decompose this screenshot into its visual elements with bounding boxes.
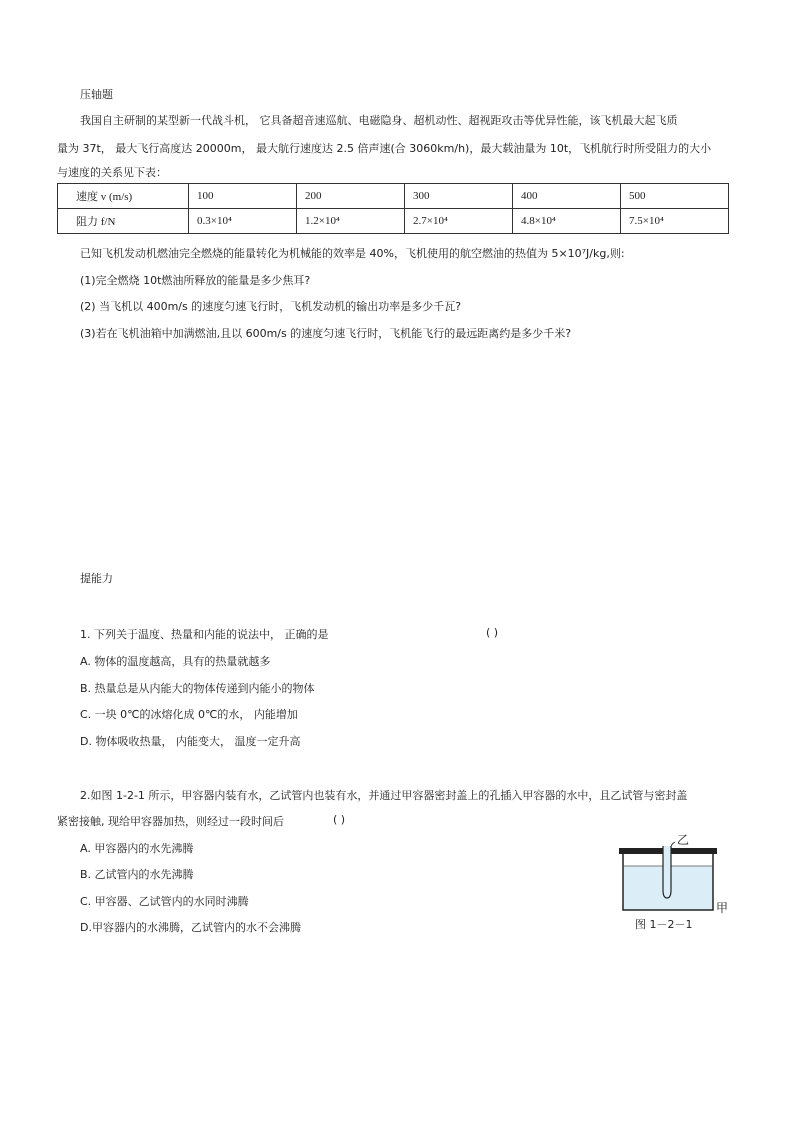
question-3: (3)若在飞机油箱中加满燃油,且以 600m/s 的速度匀速飞行时，飞机能飞行的最远距离约是多少千米?: [80, 327, 572, 340]
table-cell: 0.3×10⁴: [189, 209, 297, 234]
intro-line-1: 我国自主研制的某型新一代战斗机， 它具备超音速巡航、电磁隐身、超机动性、超视距攻击等优异性能，该飞机最大起飞质: [80, 114, 678, 127]
intro-line-3: 与速度的关系见下表：: [57, 166, 167, 179]
table-cell: 300: [405, 184, 513, 209]
q2-stem-line-2: 紧密接触, 现给甲容器加热，则经过一段时间后: [57, 815, 284, 828]
question-1: (1)完全燃烧 10t燃油所释放的能量是多少焦耳?: [80, 274, 311, 287]
figure-caption: 图 1－2－1: [635, 918, 693, 931]
table-cell: 2.7×10⁴: [405, 209, 513, 234]
intro-line-2: 量为 37t， 最大飞行高度达 20000m， 最大航行速度达 2.5 倍声速(合 3060km/h)，最大载油量为 10t，飞机航行时所受阻力的大小: [57, 142, 712, 155]
table-cell: 阻力 f/N: [58, 209, 189, 234]
resistance-speed-table: [57, 183, 729, 234]
table-cell: 速度 v (m/s): [58, 184, 189, 209]
figure-1-2-1: [615, 832, 735, 935]
q1-option-c: C. 一块 0℃的冰熔化成 0℃的水， 内能增加: [80, 708, 298, 721]
table-cell: 400: [513, 184, 621, 209]
table-row: [58, 209, 729, 234]
section-heading-yazhouti: 压轴题: [80, 88, 113, 101]
q1-answer-bracket: ( ): [486, 626, 499, 639]
test-tube-yi: [663, 846, 671, 898]
table-cell: 500: [621, 184, 729, 209]
q1-option-b: B. 热量总是从内能大的物体传递到内能小的物体: [80, 682, 315, 695]
given-conditions: 已知飞机发动机燃油完全燃烧的能量转化为机械能的效率是 40%，飞机使用的航空燃油的热值为 5×10⁷J/kg,则:: [80, 247, 625, 260]
table-cell: 4.8×10⁴: [513, 209, 621, 234]
table-cell: 100: [189, 184, 297, 209]
section-heading-tinengli: 提能力: [80, 572, 113, 585]
q2-option-d: D.甲容器内的水沸腾，乙试管内的水不会沸腾: [80, 921, 301, 934]
q2-option-a: A. 甲容器内的水先沸腾: [80, 842, 194, 855]
q2-stem-line-1: 2.如图 1-2-1 所示，甲容器内装有水，乙试管内也装有水，并通过甲容器密封盖上的孔插入甲容器的水中，且乙试管与密封盖: [80, 789, 688, 802]
q2-answer-bracket: ( ): [333, 813, 346, 826]
q1-option-d: D. 物体吸收热量， 内能变大， 温度一定升高: [80, 735, 301, 748]
q1-option-a: A. 物体的温度越高，具有的热量就越多: [80, 655, 271, 668]
tube-label-yi: 乙: [677, 833, 690, 847]
q2-option-b: B. 乙试管内的水先沸腾: [80, 868, 194, 881]
table-row: [58, 184, 729, 209]
container-label-jia: 甲: [716, 901, 729, 915]
table-cell: 7.5×10⁴: [621, 209, 729, 234]
q2-option-c: C. 甲容器、乙试管内的水同时沸腾: [80, 895, 249, 908]
question-2: (2) 当飞机以 400m/s 的速度匀速飞行时，飞机发动机的输出功率是多少千瓦?: [80, 300, 462, 313]
q1-stem: 1. 下列关于温度、热量和内能的说法中， 正确的是: [80, 628, 329, 641]
table-cell: 200: [297, 184, 405, 209]
container-diagram: [615, 832, 735, 932]
table-cell: 1.2×10⁴: [297, 209, 405, 234]
